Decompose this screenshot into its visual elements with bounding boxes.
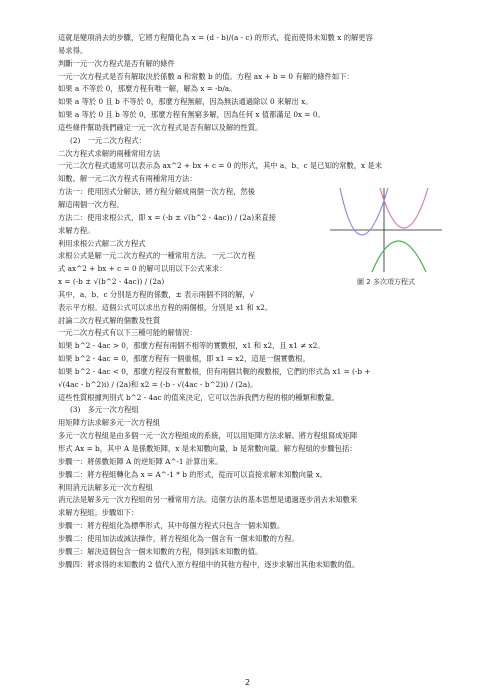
text-line: 步驟三：解決這個包含一個未知數的方程，得到該未知數的值。 [58, 546, 263, 556]
text-line: 步驟一：將方程組化為標準形式，其中每個方程式只包含一個未知數。 [58, 521, 285, 531]
text-line: 步驟一：將係數矩陣 A 的逆矩陣 A^-1 計算出來。 [58, 456, 223, 466]
wrapped-text-with-figure [58, 186, 438, 289]
text-line: 一元二次方程式有以下三種可能的解情況： [58, 328, 197, 338]
text-line: 步驟四：將求得的未知數的 2 值代入原方程組中的其他方程中，逐步求解出其他未知數的值。 [58, 559, 360, 569]
text-line: 這些性質根據判別式 b^2 - 4ac 的值來決定，它可以告訴我們方程的根的種類和數量。 [58, 392, 340, 402]
text-line: 解這兩個一次方程。 [58, 199, 124, 209]
text-line: 利用消元法解多元一次方程組 [58, 482, 153, 492]
text-line: x = (-b ± √(b^2 - 4ac)) / (2a) [58, 277, 165, 287]
text-line: 表示平方根。這個公式可以求出方程的兩個根，分別是 x1 和 x2。 [58, 302, 273, 312]
text-line: 步驟二：使用加法或減法操作，將方程組化為一個含有一個未知數的方程。 [58, 533, 299, 543]
curve-pink [380, 188, 428, 228]
text-line: 求解方程組。步驟如下： [58, 508, 139, 518]
mid-lines [58, 289, 438, 405]
polynomial-graph [326, 186, 446, 274]
text-line: 多元一次方程組是由多個一元一次方程組成的系統，可以用矩陣方法求解。將方程組寫成矩陣 [58, 431, 358, 441]
section-heading-2: (2) 一元二次方程式： [70, 135, 147, 145]
text-line: 如果 a 不等於 0，那麼方程有唯一解，解為 x = -b/a。 [58, 84, 237, 94]
text-line: 知數。解一元二次方程式有兩種常用方法： [58, 174, 197, 184]
curve-blue [340, 188, 388, 235]
text-line: 如果 b^2 - 4ac < 0，那麼方程沒有實數根，但有兩個共軛的複數根，它們的形式為 x1 = (-b + [58, 366, 371, 376]
text-line: 這些條件幫助我們確定一元一次方程式是否有解以及解的性質。 [58, 122, 263, 132]
text-line: 判斷一元一次方程式是否有解的條件 [58, 58, 175, 68]
text-line: 步驟二：將方程組轉化為 x = A^-1 * b 的形式，從而可以直接求解未知數向量 x。 [58, 469, 327, 479]
text-line: 方法二：使用求根公式，即 x = (-b ± √(b^2 - 4ac)) / (2a)來直接 [58, 212, 276, 222]
document-page [58, 32, 438, 571]
wrapped-text [58, 186, 308, 289]
polynomial-figure [326, 186, 446, 287]
text-line: 易求得。 [58, 45, 88, 55]
text-line: 如果 a 等於 0 且 b 等於 0，那麼方程有無窮多解，因為任何 x 值都滿足 0x = 0。 [58, 110, 325, 120]
text-line: 這就是變項消去的步驟，它將方程簡化為 x = (d - b)/(a - c) 的形式，從而使得未知數 x 的解更容 [58, 33, 373, 42]
section-heading-3: (3) 多元一次方程組 [70, 405, 139, 415]
bottom-lines [58, 417, 438, 571]
text-line: 討論二次方程式解的個數及性質 [58, 315, 161, 325]
text-line: 一元一次方程式是否有解取決於係數 a 和常數 b 的值。方程 ax + b = 0 有解的條件如下： [58, 71, 354, 81]
page-number: 2 [244, 678, 251, 687]
figure-caption: 圖 2 多次項方程式 [357, 278, 415, 287]
text-line: 利用求根公式解二次方程式 [58, 238, 146, 248]
text-line: 求根公式是解一元二次方程式的一種常用方法。一元二次方程 [58, 251, 256, 261]
text-line: 如果 b^2 - 4ac > 0，那麼方程有兩個不相等的實數根，x1 和 x2，且 x1 ≠ x2。 [58, 341, 325, 351]
text-line: 形式 Ax = b，其中 A 是係數矩陣，x 是未知數向量，b 是常數向量。解方程組的步驟包括： [58, 444, 357, 453]
section-subheading: 二次方程式求解的兩種常用方法 [58, 148, 161, 158]
text-line: 方法一：使用因式分解法，將方程分解成兩個一次方程，然後 [58, 187, 256, 197]
text-line: 求解方程。 [58, 225, 95, 235]
text-line: 如果 a 等於 0 且 b 不等於 0，那麼方程無解，因為無法通過除以 0 來解出 x。 [58, 97, 313, 107]
text-line: √(4ac - b^2)i) / (2a)和 x2 = (-b - √(4ac - b^2)i) / (2a)。 [58, 379, 258, 389]
text-line: 其中，a、b、c 分別是方程的係數，± 表示兩個不同的解，√ [58, 289, 255, 299]
text-line: 如果 b^2 - 4ac = 0，那麼方程有一個重根，即 x1 = x2，這是一個實數根。 [58, 354, 310, 364]
curve-green [372, 241, 426, 272]
text-line: 消元法是解多元一次方程組的另一種常用方法。這個方法的基本思想是通過逐步消去未知數來 [58, 495, 358, 505]
text-line: 一元二次方程式通常可以表示為 ax^2 + bx + c = 0 的形式，其中 a、b、c 是已知的常數，x 是未 [58, 161, 383, 171]
text-line: 式 ax^2 + bx + c = 0 的解可以用以下公式來求： [58, 264, 227, 274]
text-line: 用矩陣方法求解多元一次方程組 [58, 418, 161, 428]
top-lines [58, 32, 438, 135]
